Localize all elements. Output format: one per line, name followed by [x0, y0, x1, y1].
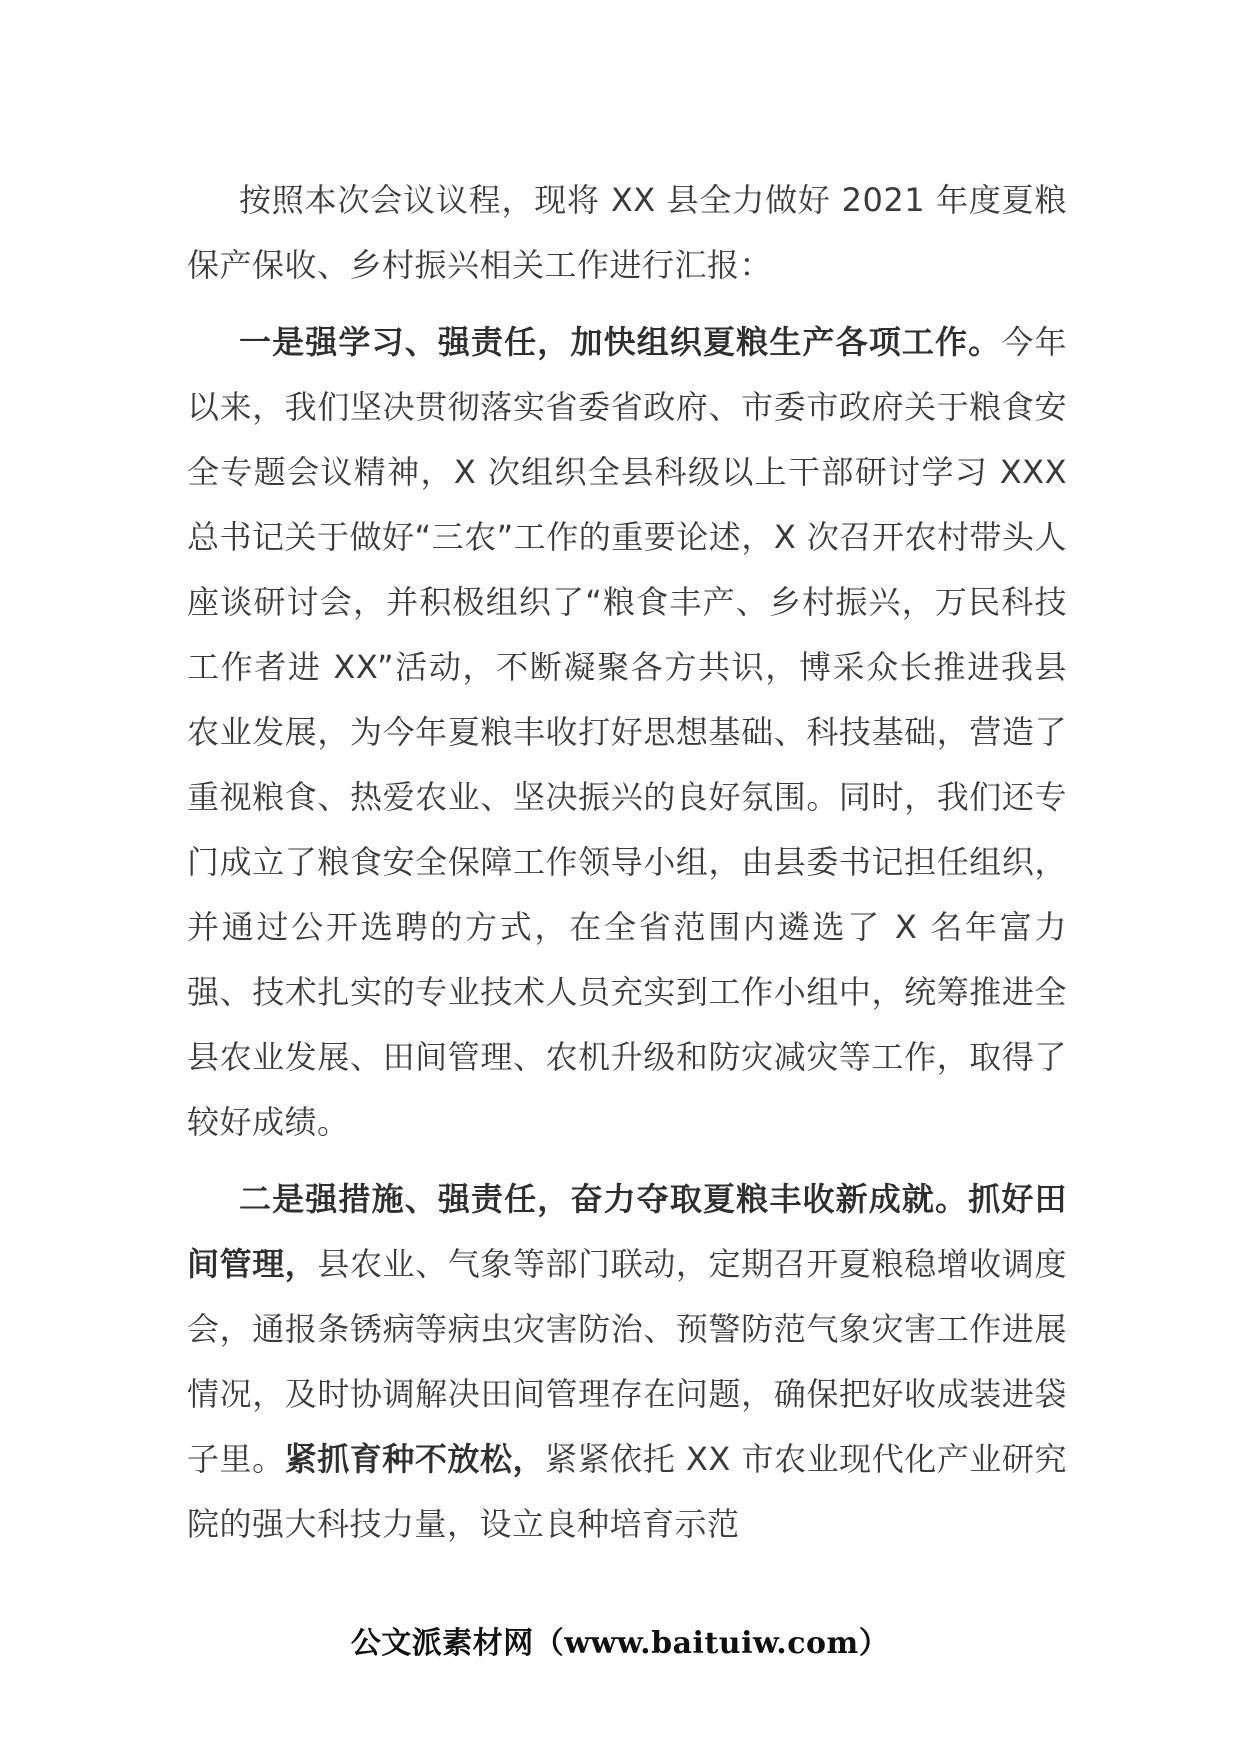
- field-management-text: 县农业、气象等部门联动，定期召开夏粮稳增收调度会，通报条锈病等病虫灾害防治、预警防范气象灾害工作进展情况，及时协调解决田间管理存在问题，确保把好收成装进袋子里。: [187, 1245, 1067, 1478]
- intro-paragraph: [187, 168, 1067, 298]
- footer-watermark: 公文派素材网（www.baituiw.com）: [350, 1626, 890, 1661]
- breeding-heading: 紧抓育种不放松，: [284, 1440, 546, 1478]
- field-management-heading: 抓好田间管理，: [187, 1180, 1067, 1283]
- section-one-paragraph: [187, 310, 1067, 1155]
- intro-text: 按照本次会议议程，现将 XX 县全力做好 2021 年度夏粮保产保收、乡村振兴相关工作进行汇报：: [187, 181, 1067, 284]
- section-one-heading: 一是强学习、强责任，加快组织夏粮生产各项工作。: [239, 323, 1002, 361]
- document-body: [187, 168, 1067, 1557]
- section-two-paragraph: [187, 1167, 1067, 1557]
- section-one-text: 今年以来，我们坚决贯彻落实省委省政府、市委市政府关于粮食安全专题会议精神，X 次组织全县科级以上干部研讨学习 XXX 总书记关于做好“三农”工作的重要论述，X 次召开农村带头人座谈研讨会，并积极组织了“粮食丰产、乡村振兴，万民科技工作者进 XX”活动，不断凝聚各方共识，博采众长推进我县农业发展，为今年夏粮丰收打好思想基础、科技基础，营造了重视粮食、热爱农业、坚决振兴的良好氛围。同时，我们还专门成立了粮食安全保障工作领导小组，由县委书记担任组织，并通过公开选聘的方式，在全省范围内遴选了 X 名年富力强、技术扎实的专业技术人员充实到工作小组中，统筹推进全县农业发展、田间管理、农机升级和防灾减灾等工作，取得了较好成绩。: [187, 323, 1067, 1141]
- section-two-heading: 二是强措施、强责任，奋力夺取夏粮丰收新成就。: [239, 1180, 969, 1218]
- breeding-text: 紧紧依托 XX 市农业现代化产业研究院的强大科技力量，设立良种培育示范: [187, 1440, 1067, 1543]
